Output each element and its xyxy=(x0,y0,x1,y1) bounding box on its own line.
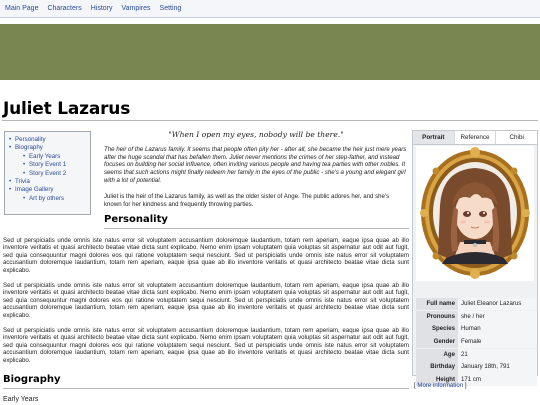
section-heading-personality: Personality xyxy=(104,214,168,225)
top-nav xyxy=(0,0,540,18)
personality-paragraph-2: Sed ut perspiciatis unde omnis iste natus error sit voluptatem accusantium doloremque laudantium, totam rem aperiam, eaque ipsa quae ab illo inventore veritatis et quasi architecto beatae vitae dicta sunt explicabo. Nemo enim ipsam voluptatem quia voluptas sit aspernatur aut odit aut fugit, sed quia consequuntur magni dolores eos qui ratione voluptatem sequi nesciunt. Sed ut perspiciatis unde omnis iste natus error sit voluptatem accusantium doloremque laudantium, totam rem aperiam, eaque ipsa quae ab illo inventore veritatis et quasi architecto beatae vitae dicta sunt explicabo. xyxy=(3,282,409,319)
toc-item-trivia[interactable]: • Trivia xyxy=(8,178,87,186)
character-quote: "When I open my eyes, nobody will be there." xyxy=(168,130,344,139)
intro-paragraph: Juliet is the heir of the Lazarus family, as well as the older sister of Ange. The public adores her, and she's known for her kindness and frequently throwing parties. xyxy=(104,193,390,208)
more-information: [ More information ] xyxy=(414,382,467,389)
character-portrait xyxy=(416,146,534,281)
subheading-early-years: Early Years xyxy=(3,396,39,403)
biography-divider xyxy=(3,388,409,389)
nav-history[interactable]: History xyxy=(90,5,113,12)
infobox-tabs xyxy=(413,131,537,145)
personality-paragraph-3: Sed ut perspiciatis unde omnis iste natus error sit voluptatem accusantium doloremque laudantium, totam rem aperiam, eaque ipsa quae ab illo inventore veritatis et quasi architecto beatae vitae dicta sunt explicabo. Nemo enim ipsam voluptatem quia voluptas sit aspernatur aut odit aut fugit, sed quia consequuntur magni dolores eos qui ratione voluptatem sequi nesciunt. Sed ut perspiciatis unde omnis iste natus error sit voluptatem accusantium doloremque laudantium, totam rem aperiam, eaque ipsa quae ab illo inventore veritatis et quasi architecto beatae vitae dicta sunt explicabo. xyxy=(3,327,409,364)
toc-item-early-years[interactable]: • Early Years xyxy=(8,153,87,161)
table-of-contents xyxy=(4,131,91,215)
more-information-link[interactable]: More information xyxy=(417,382,464,389)
info-row-height: Height 171 cm xyxy=(416,374,537,386)
toc-item-story-event-2[interactable]: • Story Event 2 xyxy=(8,170,87,178)
section-heading-biography: Biography xyxy=(3,374,61,385)
toc-item-art-by-others[interactable]: • Art by others xyxy=(8,195,87,203)
nav-characters[interactable]: Characters xyxy=(47,5,82,12)
toc-item-biography[interactable]: • Biography xyxy=(8,144,87,152)
portrait-frame-illustration xyxy=(416,146,534,281)
info-row-gender: Gender Female xyxy=(416,336,537,348)
info-row-birthday: Birthday January 18th, 791 xyxy=(416,361,537,373)
personality-divider xyxy=(104,228,409,229)
nav-setting[interactable]: Setting xyxy=(159,5,182,12)
info-row-age: Age 21 xyxy=(416,349,537,361)
title-divider xyxy=(2,120,538,121)
page-title: Juliet Lazarus xyxy=(3,99,131,119)
tab-chibi[interactable]: Chibi xyxy=(496,131,537,144)
info-row-pronouns: Pronouns she / her xyxy=(416,311,537,323)
toc-item-personality[interactable]: • Personality xyxy=(8,136,87,144)
nav-main-page[interactable]: Main Page xyxy=(5,5,39,12)
intro-paragraph-italic: The heir of the Lazarus family. It seems that people often pity her - after all, she became the heir just mere years after the huge scandal that has befallen them. Juliet never mentions the crimes of her step-father, and instead focuses on building her social influence, often inviting various people and having tea parties with other nobles. It seems that such actions might finally redeem her family in the eyes of the public - she's a young and elegant girl with a lot of potential. xyxy=(104,146,407,184)
info-row-species: Species Human xyxy=(416,323,537,335)
tab-portrait[interactable]: Portrait xyxy=(413,131,455,144)
infobox-details xyxy=(416,298,537,387)
info-row-full-name: Full name Juliet Eleanor Lazarus xyxy=(416,298,537,310)
personality-paragraph-1: Sed ut perspiciatis unde omnis iste natus error sit voluptatem accusantium doloremque laudantium, totam rem aperiam, eaque ipsa quae ab illo inventore veritatis et quasi architecto beatae vitae dicta sunt explicabo. Nemo enim ipsam voluptatem quia voluptas sit aspernatur aut odit aut fugit, sed quia consequuntur magni dolores eos qui ratione voluptatem sequi nesciunt. Sed ut perspiciatis unde omnis iste natus error sit voluptatem accusantium doloremque laudantium, totam rem aperiam, eaque ipsa quae ab illo inventore veritatis et quasi architecto beatae vitae dicta sunt explicabo. xyxy=(3,237,409,274)
tab-reference[interactable]: Reference xyxy=(455,131,497,144)
header-banner xyxy=(0,24,540,80)
nav-vampires[interactable]: Vampires xyxy=(121,5,151,12)
character-infobox xyxy=(412,130,538,384)
toc-item-story-event-1[interactable]: • Story Event 1 xyxy=(8,161,87,169)
toc-item-image-gallery[interactable]: • Image Gallery xyxy=(8,186,87,194)
